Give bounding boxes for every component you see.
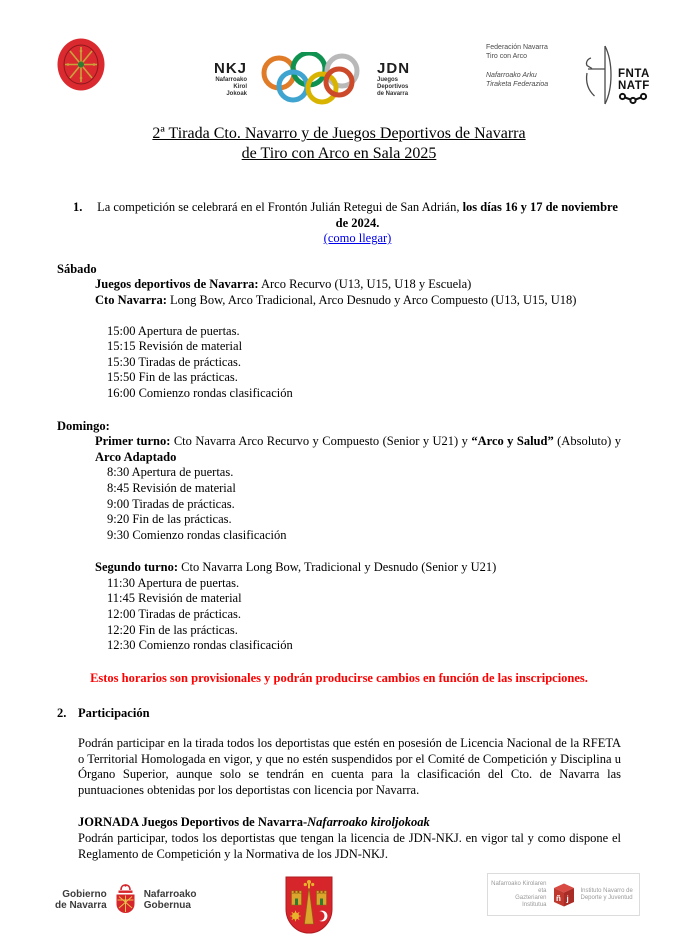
intro-text (94, 200, 621, 247)
schedule-time-entry: 9:30 Comienzo rondas clasificación (107, 527, 287, 542)
indj-text-eu (491, 881, 547, 909)
como-llegar-link[interactable]: (como llegar) (323, 231, 392, 246)
indj-glyph-j: j (566, 894, 569, 903)
saturday-schedule (57, 324, 621, 402)
olympic-rings-icon (256, 52, 368, 106)
saturday-jdn-label: Juegos deportivos de Navarra: (95, 277, 259, 292)
intro-text-normal: La competición se celebrará en el Frontón Julián Retegui de San Adrián, (97, 200, 463, 214)
section-title: Participación (78, 706, 150, 721)
jornada-title-italic: Nafarroako kiroljokoak (307, 815, 430, 830)
jdn-name-line: de Navarra (377, 90, 409, 97)
sunday-turn2-line (57, 560, 621, 576)
archer-icon (579, 44, 613, 106)
turn2-text: Cto Navarra Long Bow, Tradicional y Desnudo (Senior y U21) (178, 560, 497, 575)
fnta-federation-logo (486, 44, 650, 108)
schedule-time-entry: 16:00 Comienzo rondas clasificación (107, 385, 293, 400)
footer-logos (0, 872, 678, 940)
participation-paragraph: Podrán participar en la tirada todos los deportistas que estén en posesión de Licencia Nacional de la RFETA o Territorial Homologada en vigor, y que no estén suspendidos por el Comité de Competición y Disciplina u Órgano Superior, aunque solo se tendrán en cuenta para la clasificación del Cto. de Navarra las puntuaciones obtenidas por los deportistas con licencia por Navarra. (78, 736, 621, 797)
jornada-title-bold: JORNADA Juegos Deportivos de Navarra- (78, 815, 308, 830)
schedule-time-entry: 12:00 Tiradas de prácticas. (107, 607, 242, 622)
provisional-schedule-notice: Estos horarios son provisionales y podrán producirse cambios en función de las inscripciones. (90, 670, 588, 685)
jdn-logo-text (377, 61, 410, 98)
fnta-name-es: Tiro con Arco (486, 52, 527, 60)
nkj-name-line: Nafarroako (215, 76, 248, 83)
gobierno-line: Gobernua (143, 900, 191, 911)
fnta-abbreviation (618, 68, 650, 108)
nkj-name-line: Jokoak (226, 90, 248, 97)
saturday-cto-line (57, 293, 621, 309)
jdn-name-line: Deportivos (377, 83, 409, 90)
turn1-label: Primer turno: (95, 434, 171, 449)
indj-institute-logo (487, 873, 640, 916)
gobierno-navarra-logo (55, 884, 197, 916)
arrow-chain-icon (618, 92, 648, 105)
indj-line: Nafarroako Kirolaren eta (491, 880, 547, 894)
turn1-bold-arco-salud: “Arco y Salud” (471, 434, 554, 449)
jornada-block (78, 815, 621, 862)
navarra-chains-icon (57, 38, 105, 91)
indj-cube-icon (551, 881, 577, 909)
intro-text-bold-dates: los días 16 y 17 de noviembre de 2024. (335, 200, 618, 230)
fnta-abbr-line: NATF (618, 80, 650, 92)
schedule-time-entry: 8:45 Revisión de material (107, 480, 236, 495)
document-title (57, 124, 621, 164)
schedule-time-entry: 15:00 Apertura de puertas. (107, 323, 240, 338)
section-number: 2. (57, 706, 67, 721)
gobierno-text-eu (144, 889, 197, 911)
fnta-name-eu: Tiraketa Federazioa (486, 80, 549, 88)
jdn-name-line: Juegos (377, 76, 399, 83)
intro-item-1 (57, 200, 621, 247)
turn1-text: (Absoluto) y (553, 434, 621, 449)
saturday-jdn-value: Arco Recurvo (U13, U15, U18 y Escuela) (258, 277, 472, 292)
jdn-abbr: JDN (377, 59, 411, 77)
saturday-jdn-line (57, 277, 621, 293)
jornada-paragraph: Podrán participar, todos los deportistas que tengan la licencia de JDN-NKJ. en vigor tal y como dispone el Reglamento de Competición y la Normativa de los JDN-NKJ. (78, 831, 621, 861)
sunday-turn2-schedule (57, 576, 621, 654)
nkj-logo-text (214, 61, 247, 98)
schedule-time-entry: 9:20 Fin de las prácticas. (107, 512, 232, 527)
navarra-crown-shield-icon (112, 884, 139, 916)
nkj-jdn-logo (214, 52, 410, 106)
schedule-time-entry: 15:30 Tiradas de prácticas. (107, 354, 242, 369)
nkj-abbr: NKJ (214, 59, 248, 77)
schedule-time-entry: 9:00 Tiradas de prácticas. (107, 496, 235, 511)
fnta-abbr-line: FNTA (618, 68, 650, 80)
indj-line: Gazteriaren Institutua (515, 894, 547, 908)
san-adrian-shield-icon (283, 875, 335, 937)
title-line-1: 2ª Tirada Cto. Navarro y de Juegos Deportivos de Navarra (152, 125, 526, 142)
schedule-time-entry: 15:50 Fin de las prácticas. (107, 370, 238, 385)
saturday-section (57, 262, 621, 402)
sunday-heading: Domingo: (57, 418, 110, 433)
sunday-section (57, 419, 621, 654)
participation-heading (57, 706, 621, 722)
schedule-time-entry: 8:30 Apertura de puertas. (107, 465, 234, 480)
nkj-name-line: Kirol (233, 83, 248, 90)
sunday-turn1-line (57, 434, 621, 465)
indj-line: Instituto Navarro de (580, 887, 633, 894)
gobierno-text-es (55, 889, 107, 911)
fnta-names (486, 44, 574, 89)
gobierno-line: Gobierno (62, 889, 107, 900)
turn2-label: Segundo turno: (95, 560, 179, 575)
schedule-time-entry: 15:15 Revisión de material (107, 339, 243, 354)
document-body (57, 124, 621, 862)
jornada-title (78, 815, 621, 831)
list-number: 1. (73, 200, 83, 214)
schedule-time-entry: 12:30 Comienzo rondas clasificación (107, 638, 293, 653)
indj-line: Deporte y Juventud (580, 894, 633, 901)
schedule-time-entry: 12:20 Fin de las prácticas. (107, 622, 238, 637)
turn1-text: Cto Navarra Arco Recurvo y Compuesto (Senior y U21) y (170, 434, 472, 449)
gobierno-line: de Navarra (55, 900, 107, 911)
sunday-turn1-schedule (57, 465, 621, 543)
schedule-time-entry: 11:45 Revisión de material (107, 591, 242, 606)
saturday-cto-value: Long Bow, Arco Tradicional, Arco Desnudo y Arco Compuesto (U13, U15, U18) (166, 292, 577, 307)
navarra-round-emblem-logo (57, 38, 105, 96)
gobierno-line: Nafarroako (143, 889, 197, 900)
fnta-name-eu: Nafarroako Arku (486, 72, 537, 79)
saturday-heading: Sábado (57, 261, 97, 276)
indj-glyph-n: ñ (555, 893, 561, 903)
title-line-2: de Tiro con Arco en Sala 2025 (241, 145, 437, 162)
indj-text-es (581, 888, 637, 902)
saturday-cto-label: Cto Navarra: (95, 292, 167, 307)
schedule-time-entry: 11:30 Apertura de puertas. (107, 575, 240, 590)
fnta-name-es: Federación Navarra (486, 44, 548, 51)
turn1-bold-arco-adaptado: Arco Adaptado (95, 449, 177, 464)
